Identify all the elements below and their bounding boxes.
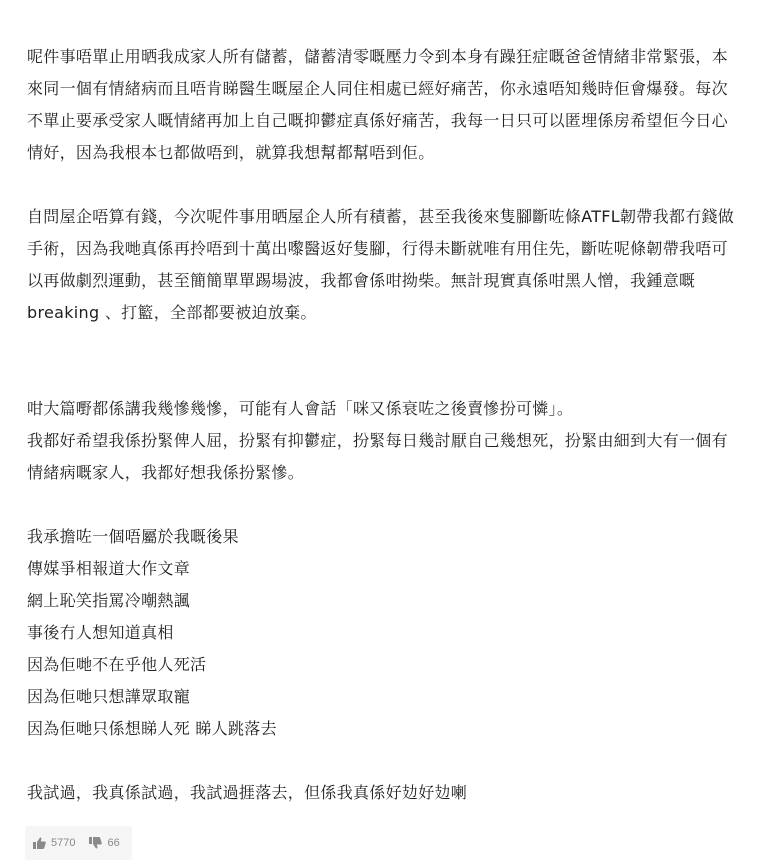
like-button[interactable]: [25, 837, 81, 849]
post-body: [27, 41, 741, 809]
post-line: 因為佢哋只想譁眾取寵: [27, 687, 191, 706]
post-line: 因為佢哋不在乎他人死活: [27, 655, 207, 674]
paragraph-spacer: [27, 489, 741, 521]
thumbs-up-icon: [33, 837, 46, 849]
paragraph-spacer: [27, 745, 741, 777]
like-count: 5770: [51, 837, 76, 849]
paragraph-spacer: [27, 329, 741, 393]
dislike-button[interactable]: [81, 837, 125, 849]
post-line: 我承擔咗一個唔屬於我嘅後果: [27, 527, 239, 546]
post-line-list: [27, 521, 741, 745]
post-paragraph-2: 自問屋企唔算有錢，今次呢件事用晒屋企人所有積蓄，甚至我後來隻腳斷咗條ATFL韌帶我都冇錢做手術，因為我哋真係再拎唔到十萬出嚟醫返好隻腳，行得未斷就唯有用住先，斷咗呢條韌帶我唔可以再做劇烈運動，甚至簡簡單單踢場波，我都會係咁拗柴。無計現實真係咁黑人憎，我鍾意嘅breaking 、打籃，全部都要被迫放棄。: [27, 207, 735, 322]
post-closing: 我試過，我真係試過，我試過捱落去，但係我真係好攰好攰喇: [27, 783, 468, 802]
post-line: 因為佢哋只係想睇人死 睇人跳落去: [27, 719, 277, 738]
reaction-bar: [25, 826, 132, 860]
post-paragraph-1: 呢件事唔單止用晒我成家人所有儲蓄，儲蓄清零嘅壓力令到本身有躁狂症嘅爸爸情緒非常緊張，本來同一個有情緒病而且唔肯睇醫生嘅屋企人同住相處已經好痛苦，你永遠唔知幾時佢會爆發。每次不單止要承受家人嘅情緒再加上自己嘅抑鬱症真係好痛苦，我每一日只可以匿埋係房希望佢今日心情好，因為我根本乜都做唔到，就算我想幫都幫唔到佢。: [27, 47, 728, 162]
post-paragraph-3: 咁大篇嘢都係講我幾慘幾慘，可能有人會話「咪又係衰咗之後賣慘扮可憐」。 我都好希望我係扮緊俾人屈，扮緊有抑鬱症，扮緊每日幾討厭自己幾想死，扮緊由細到大有一個有情緒病嘅家人，我都好想我係扮緊慘。: [27, 399, 728, 482]
post-line: 傳媒爭相報道大作文章: [27, 559, 191, 578]
thumbs-down-icon: [89, 837, 102, 849]
paragraph-spacer: [27, 169, 741, 201]
post-line: 網上恥笑指罵冷嘲熱諷: [27, 591, 191, 610]
dislike-count: 66: [107, 837, 120, 849]
post-line: 事後冇人想知道真相: [27, 623, 174, 642]
